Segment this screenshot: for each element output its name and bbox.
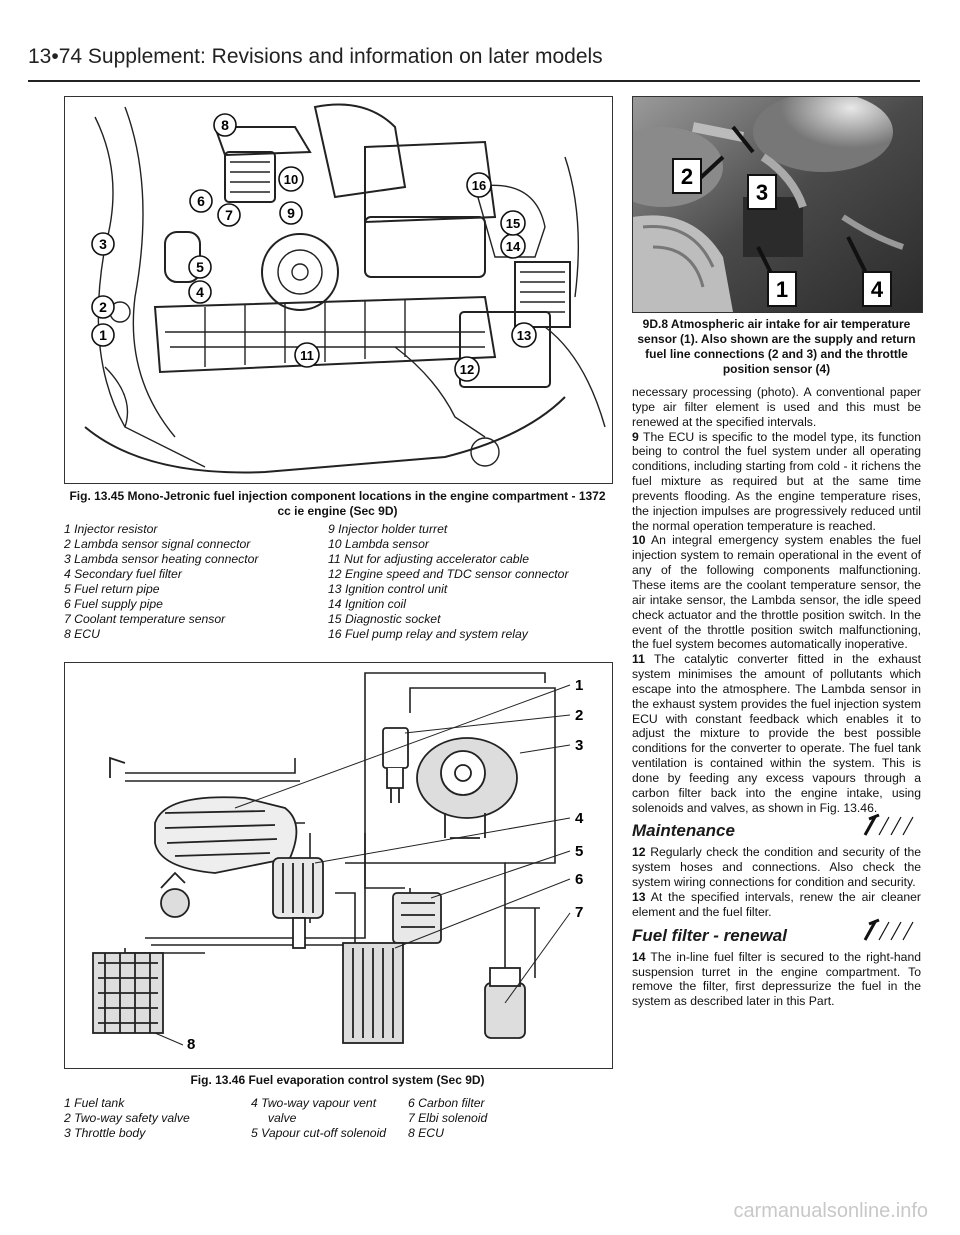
svg-text:12: 12 [459, 362, 475, 377]
legend-item: 16 Fuel pump relay and system relay [328, 627, 528, 641]
engine-compartment-drawing [65, 97, 612, 483]
svg-text:5: 5 [196, 259, 204, 275]
paragraph-text: The ECU is specific to the model type, its function being to control the fuel system under all operating conditions, including starting from cold - it richens the fuel mixture as required but at the same time prevents flooding. As the engine temperature rises, the injection impulses are progressively reduced until the normal operation temperature is reached. [632, 429, 921, 533]
legend-item: 7 Coolant temperature sensor [64, 612, 226, 626]
legend-item: valve [251, 1111, 297, 1125]
fig-13-46-legend [64, 1096, 611, 1144]
legend-item: 5 Fuel return pipe [64, 582, 160, 596]
callout-3: 3 [575, 737, 584, 754]
callout-5: 5 [575, 843, 584, 860]
paragraph-number: 10 [632, 533, 646, 548]
callout-13 [512, 323, 536, 347]
legend-item: 15 Diagnostic socket [328, 612, 441, 626]
svg-text:10: 10 [283, 172, 299, 187]
svg-text:14: 14 [505, 239, 521, 254]
callout-4 [189, 281, 211, 303]
callout-14 [501, 234, 525, 258]
callout-5 [189, 256, 211, 278]
paragraph-number: 12 [632, 845, 646, 860]
paragraph-text: An integral emergency system enables the fuel injection system to remain operational in the event of any of the following components malfunctioning. These items are the coolant temperature sensor, the air intake sensor, the Lambda sensor, the idle speed check actuator and the throttle position switch. In the event of the throttle position switch malfunctioning, the fuel system becomes automatically inoperative. [632, 533, 921, 652]
paragraph-text: The in-line fuel filter is secured to the right-hand suspension turret in the engine compartment. To remove the filter, first depressurize the fuel in the system as described later in this Part. [632, 949, 921, 1009]
paragraph-number: 14 [632, 949, 646, 964]
paragraph-13 [632, 890, 921, 920]
difficulty-wrench-icon [861, 918, 917, 942]
photo-callout-3 [748, 175, 776, 209]
callout-2 [92, 296, 114, 318]
legend-item: 6 Carbon filter [408, 1096, 485, 1110]
svg-text:2: 2 [680, 164, 694, 189]
callout-6: 6 [575, 871, 584, 888]
paragraph-8-cont: necessary processing (photo). A conventional paper type air filter element is used and this must be renewed at the specified intervals. [632, 385, 921, 429]
legend-item: 8 ECU [64, 627, 100, 641]
svg-text:15: 15 [505, 216, 521, 231]
legend-item: 10 Lambda sensor [328, 537, 429, 551]
svg-text:1: 1 [775, 277, 789, 302]
callout-8: 8 [187, 1036, 196, 1053]
svg-text:7: 7 [225, 207, 233, 223]
fuel-filter-heading [632, 926, 921, 946]
callout-3 [92, 233, 114, 255]
watermark: carmanualsonline.info [733, 1200, 928, 1222]
callout-7: 7 [575, 904, 584, 921]
fig-13-45-legend-right [328, 522, 611, 642]
fig-13-46-caption: Fig. 13.46 Fuel evaporation control system (Sec 9D) [190, 1073, 485, 1087]
svg-text:9: 9 [287, 205, 295, 221]
photo-callout-1 [768, 272, 796, 306]
callout-11 [295, 343, 319, 367]
air-intake-photo-image [633, 97, 922, 312]
legend-item: 6 Fuel supply pipe [64, 597, 163, 611]
legend-item: 9 Injector holder turret [328, 522, 448, 536]
callout-15 [501, 211, 525, 235]
air-intake-photo [632, 96, 923, 313]
legend-item: 13 Ignition control unit [328, 582, 448, 596]
evaporation-control-figure [64, 662, 613, 1069]
paragraph-text: The catalytic converter fitted in the exhaust system minimises the amount of pollutants which escape into the atmosphere. The Lambda sensor in the exhaust system provides the fuel injection system ECU with constant feedback which enables it to adjust the mixture to provide the best possible conditions for the converter to operate. The fuel tank ventilation is contained within the system. This is done by feeding any excess vapours through a carbon filter back into the engine intake, using solenoids and valves, as shown in Fig. 13.46. [632, 652, 921, 815]
paragraph-9 [632, 430, 921, 534]
legend-item: 2 Two-way safety valve [64, 1111, 190, 1125]
legend-item: 12 Engine speed and TDC sensor connector [328, 567, 569, 581]
callout-1: 1 [575, 677, 584, 694]
paragraph-text: At the specified intervals, renew the air cleaner element and the fuel filter. [632, 890, 921, 919]
svg-text:4: 4 [196, 284, 204, 300]
svg-text:6: 6 [197, 193, 205, 209]
photo-callout-2 [673, 159, 701, 193]
legend-item: 3 Throttle body [64, 1126, 146, 1140]
header-rule [28, 80, 920, 82]
paragraph-12 [632, 845, 921, 890]
difficulty-wrench-icon [861, 813, 917, 837]
paragraph-number: 13 [632, 890, 646, 904]
svg-text:13: 13 [516, 328, 532, 343]
page-header: 13•74 Supplement: Revisions and information on later models [28, 45, 603, 68]
svg-text:4: 4 [870, 277, 884, 302]
evaporation-control-diagram [65, 663, 612, 1068]
heading-text: Fuel filter - renewal [632, 925, 787, 945]
svg-text:3: 3 [755, 180, 769, 205]
paragraph-11 [632, 652, 921, 815]
paragraph-14 [632, 950, 921, 1009]
paragraph-number: 11 [632, 652, 645, 667]
heading-text: Maintenance [632, 821, 735, 841]
callout-4: 4 [575, 810, 584, 827]
legend-item: 4 Two-way vapour vent [251, 1096, 377, 1110]
engine-compartment-figure [64, 96, 613, 484]
legend-item: 4 Secondary fuel filter [64, 567, 182, 581]
callout-12 [455, 357, 479, 381]
svg-text:11: 11 [300, 348, 314, 363]
maintenance-heading [632, 821, 921, 841]
legend-item: 8 ECU [408, 1126, 444, 1140]
photo-caption: 9D.8 Atmospheric air intake for air temperature sensor (1). Also shown are the supply and return fuel line connections (2 and 3) and the throttle position sensor (4) [637, 317, 916, 376]
svg-text:8: 8 [221, 117, 229, 133]
fig-13-45-caption: Fig. 13.45 Mono-Jetronic fuel injection component locations in the engine compartment - 1372 cc ie engine (Sec 9D) [69, 489, 606, 518]
legend-item: 5 Vapour cut-off solenoid [251, 1126, 387, 1140]
legend-item: 7 Elbi solenoid [408, 1111, 488, 1125]
callout-7 [218, 204, 240, 226]
legend-item: 3 Lambda sensor heating connector [64, 552, 259, 566]
legend-item: 11 Nut for adjusting accelerator cable [328, 552, 529, 566]
fig-13-45-legend-left [64, 522, 334, 642]
paragraph-number: 9 [632, 429, 639, 444]
legend-item: 1 Injector resistor [64, 522, 158, 536]
callout-2: 2 [575, 707, 584, 724]
paragraph-text: Regularly check the condition and security of the system hoses and connections. Also check the system wiring connections for condition and security. [632, 845, 921, 890]
svg-text:1: 1 [99, 327, 107, 343]
svg-text:16: 16 [471, 178, 487, 193]
callout-9 [280, 202, 302, 224]
legend-item: 14 Ignition coil [328, 597, 406, 611]
callout-16 [467, 173, 491, 197]
photo-callout-4 [863, 272, 891, 306]
svg-text:3: 3 [99, 236, 107, 252]
paragraph-10 [632, 533, 921, 652]
callout-10 [279, 167, 303, 191]
legend-item: 1 Fuel tank [64, 1096, 125, 1110]
legend-item: 2 Lambda sensor signal connector [64, 537, 251, 551]
svg-text:2: 2 [99, 299, 107, 315]
body-text-column [632, 385, 921, 1009]
callout-8 [214, 114, 236, 136]
callout-1 [92, 324, 114, 346]
callout-6 [190, 190, 212, 212]
